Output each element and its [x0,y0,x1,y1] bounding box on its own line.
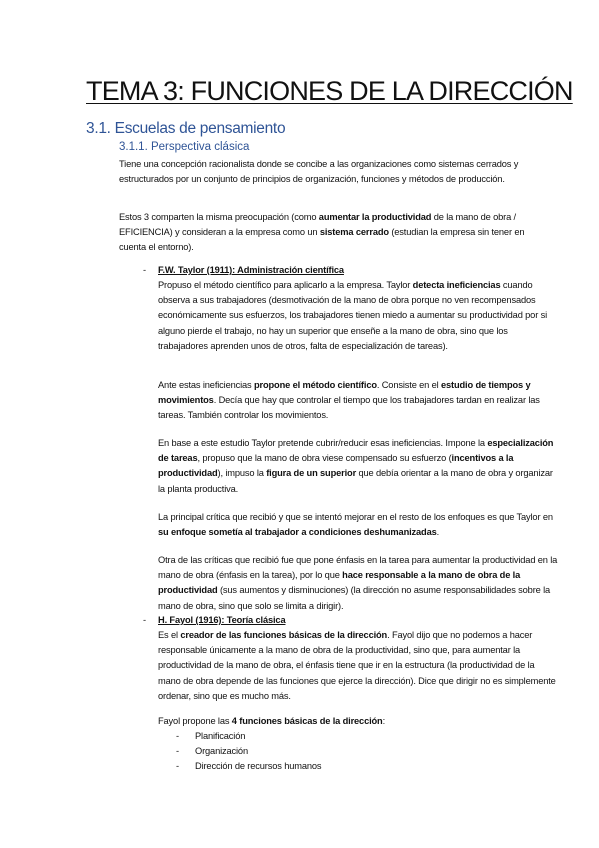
taylor-paragraph-4: La principal crítica que recibió y que se intentó mejorar en el resto de los enfoques es que Taylor en su enfoque sometía al trabajador a condiciones deshumanizadas. [158,512,553,538]
fayol-paragraph-2: Fayol propone las 4 funciones básicas de la dirección: [158,716,386,726]
bullet-marker: - [143,265,147,275]
list-item: Planificación [195,731,246,741]
taylor-paragraph-1: Propuso el método científico para aplicarlo a la empresa. Taylor detecta ineficiencias cuando observa a sus trabajadores (desmotivación de la mano de obra porque no ven recompensados económicamente sus esfuerzos, los trabajadores tienen miedo a aumentar su productividad por si alguno pierde el trabajo, no hay un superior que enseñe a la mano de obra, sino que los trabajadores aprenden unos de otros, falta de especialización de tareas). [158,280,547,351]
intro-paragraph-2: Estos 3 comparten la misma preocupación (como aumentar la productividad de la mano de obra / EFICIENCIA) y consideran a la empresa como un sistema cerrado (estudian la empresa sin tener en cuenta el entorno). [119,212,525,253]
page-title: TEMA 3: FUNCIONES DE LA DIRECCIÓN [86,76,573,106]
taylor-paragraph-5: Otra de las críticas que recibió fue que pone énfasis en la tarea para aumentar la productividad en la mano de obra (énfasis en la tarea), por lo que hace responsable a la mano de obra de la productividad (sus aumentos y disminuciones) (la dirección no asume responsabilidades sobre la mano de obra, sino que solo se limita a dirigir). [158,555,558,611]
taylor-paragraph-2: Ante estas ineficiencias propone el método científico. Consiste en el estudio de tiempos y movimientos. Decía que hay que controlar el tiempo que los trabajadores tardan en realizar las tareas. También controlar los movimientos. [158,380,540,421]
list-bullet: - [176,731,180,741]
section-heading: 3.1. Escuelas de pensamiento [86,120,286,137]
taylor-heading: F.W. Taylor (1911): Administración científica [158,265,344,275]
fayol-paragraph-1: Es el creador de las funciones básicas de la dirección. Fayol dijo que no podemos a hacer responsable únicamente a la mano de obra de la productividad, sino que, para aumentar la productividad de la mano de obra, el énfasis tiene que ir en la estructura (la productividad de la mano de obra depende de las funciones que ejerce la dirección). Dice que dirigir no es simplemente ordenar, sino que es mucho más. [158,630,556,701]
intro-paragraph-1: Tiene una concepción racionalista donde se concibe a las organizaciones como sistemas cerrados y estructurados por un conjunto de principios de organización, funciones y métodos de producción. [119,159,519,185]
fayol-heading: H. Fayol (1916): Teoría clásica [158,615,286,625]
bullet-marker: - [143,615,147,625]
list-item: Organización [195,746,248,756]
list-bullet: - [176,761,180,771]
subsection-heading: 3.1.1. Perspectiva clásica [119,141,250,153]
list-bullet: - [176,746,180,756]
list-item: Dirección de recursos humanos [195,761,322,771]
taylor-paragraph-3: En base a este estudio Taylor pretende cubrir/reducir esas ineficiencias. Impone la especialización de tareas, propuso que la mano de obra viese compensado su esfuerzo (incentivos a la productividad), impuso la figura de un superior que debía orientar a la mano de obra y organizar la planta productiva. [158,438,554,494]
